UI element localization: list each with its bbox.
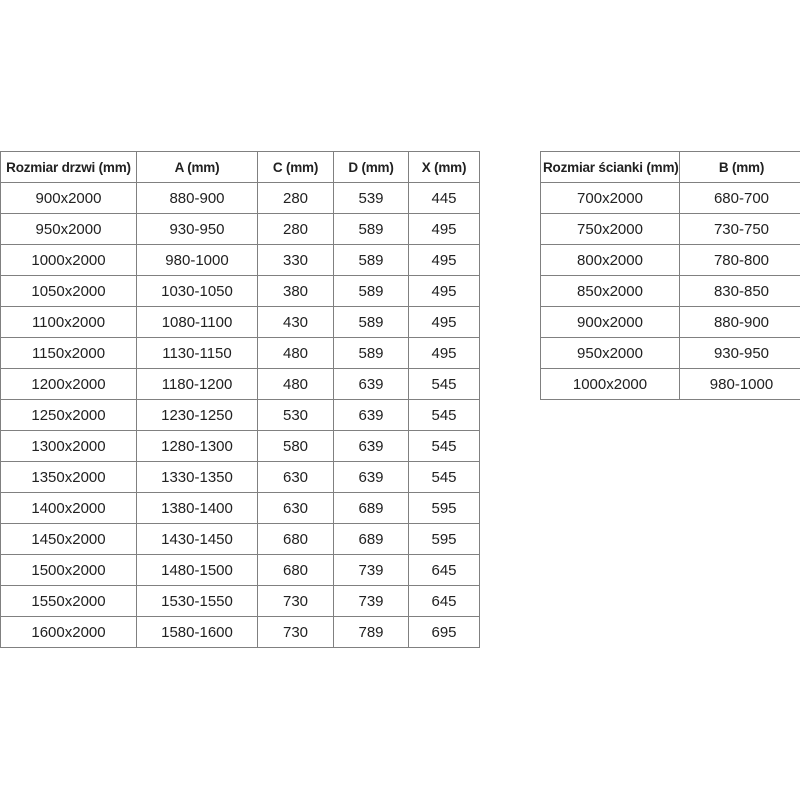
table-cell: 1350x2000 bbox=[1, 462, 137, 493]
table-row bbox=[1, 493, 480, 524]
table-cell: 589 bbox=[334, 338, 409, 369]
table-row bbox=[1, 338, 480, 369]
table-cell: 1030-1050 bbox=[137, 276, 258, 307]
table-cell: 495 bbox=[409, 307, 480, 338]
table-row bbox=[541, 245, 800, 276]
table-cell: 1450x2000 bbox=[1, 524, 137, 555]
header-row bbox=[541, 152, 800, 183]
table-cell: 900x2000 bbox=[1, 183, 137, 214]
table-cell: 750x2000 bbox=[541, 214, 680, 245]
table-row bbox=[541, 307, 800, 338]
table-cell: 1430-1450 bbox=[137, 524, 258, 555]
table-row bbox=[541, 276, 800, 307]
column-header: Rozmiar ścianki (mm) bbox=[541, 152, 680, 183]
table-cell: 830-850 bbox=[680, 276, 800, 307]
table-cell: 1200x2000 bbox=[1, 369, 137, 400]
table-cell: 589 bbox=[334, 214, 409, 245]
table-cell: 739 bbox=[334, 586, 409, 617]
walls-table bbox=[540, 151, 800, 400]
table-cell: 1580-1600 bbox=[137, 617, 258, 648]
table-row bbox=[1, 276, 480, 307]
table-cell: 1130-1150 bbox=[137, 338, 258, 369]
table-cell: 1050x2000 bbox=[1, 276, 137, 307]
table-cell: 695 bbox=[409, 617, 480, 648]
table-cell: 880-900 bbox=[137, 183, 258, 214]
table-cell: 900x2000 bbox=[541, 307, 680, 338]
doors-table bbox=[0, 151, 480, 648]
table-row bbox=[1, 183, 480, 214]
header-row bbox=[1, 152, 480, 183]
table-row bbox=[541, 338, 800, 369]
table-cell: 680 bbox=[258, 524, 334, 555]
table-cell: 280 bbox=[258, 214, 334, 245]
table-cell: 639 bbox=[334, 462, 409, 493]
table-cell: 495 bbox=[409, 276, 480, 307]
table-cell: 639 bbox=[334, 431, 409, 462]
table-cell: 1180-1200 bbox=[137, 369, 258, 400]
table-row bbox=[1, 617, 480, 648]
table-cell: 1600x2000 bbox=[1, 617, 137, 648]
table-cell: 689 bbox=[334, 493, 409, 524]
table-row bbox=[1, 400, 480, 431]
table-cell: 1480-1500 bbox=[137, 555, 258, 586]
table-row bbox=[1, 307, 480, 338]
table-cell: 280 bbox=[258, 183, 334, 214]
column-header: Rozmiar drzwi (mm) bbox=[1, 152, 137, 183]
table-cell: 1000x2000 bbox=[541, 369, 680, 400]
table-cell: 639 bbox=[334, 369, 409, 400]
table-cell: 1330-1350 bbox=[137, 462, 258, 493]
table-cell: 700x2000 bbox=[541, 183, 680, 214]
table-row bbox=[541, 214, 800, 245]
table-cell: 545 bbox=[409, 462, 480, 493]
table-cell: 730-750 bbox=[680, 214, 800, 245]
table-cell: 680-700 bbox=[680, 183, 800, 214]
table-cell: 730 bbox=[258, 617, 334, 648]
table-row bbox=[541, 183, 800, 214]
table-cell: 1150x2000 bbox=[1, 338, 137, 369]
table-cell: 950x2000 bbox=[541, 338, 680, 369]
table-cell: 495 bbox=[409, 245, 480, 276]
table-cell: 545 bbox=[409, 400, 480, 431]
table-cell: 580 bbox=[258, 431, 334, 462]
table-cell: 730 bbox=[258, 586, 334, 617]
table-cell: 630 bbox=[258, 462, 334, 493]
table-cell: 1550x2000 bbox=[1, 586, 137, 617]
table-cell: 689 bbox=[334, 524, 409, 555]
table-cell: 645 bbox=[409, 555, 480, 586]
table-cell: 589 bbox=[334, 307, 409, 338]
table-cell: 1300x2000 bbox=[1, 431, 137, 462]
table-cell: 780-800 bbox=[680, 245, 800, 276]
table-cell: 980-1000 bbox=[137, 245, 258, 276]
table-cell: 880-900 bbox=[680, 307, 800, 338]
table-cell: 1280-1300 bbox=[137, 431, 258, 462]
table-row bbox=[1, 431, 480, 462]
table-row bbox=[1, 462, 480, 493]
table-cell: 530 bbox=[258, 400, 334, 431]
table-cell: 330 bbox=[258, 245, 334, 276]
table-cell: 595 bbox=[409, 493, 480, 524]
table-cell: 430 bbox=[258, 307, 334, 338]
table-cell: 1500x2000 bbox=[1, 555, 137, 586]
table-row bbox=[1, 524, 480, 555]
column-header: B (mm) bbox=[680, 152, 800, 183]
table-cell: 800x2000 bbox=[541, 245, 680, 276]
table-cell: 1230-1250 bbox=[137, 400, 258, 431]
table-cell: 639 bbox=[334, 400, 409, 431]
table-cell: 589 bbox=[334, 276, 409, 307]
column-header: X (mm) bbox=[409, 152, 480, 183]
table-cell: 480 bbox=[258, 338, 334, 369]
table-row bbox=[1, 245, 480, 276]
table-cell: 739 bbox=[334, 555, 409, 586]
column-header: A (mm) bbox=[137, 152, 258, 183]
table-cell: 1530-1550 bbox=[137, 586, 258, 617]
table-row bbox=[541, 369, 800, 400]
column-header: D (mm) bbox=[334, 152, 409, 183]
table-cell: 539 bbox=[334, 183, 409, 214]
table-cell: 789 bbox=[334, 617, 409, 648]
table-cell: 850x2000 bbox=[541, 276, 680, 307]
table-row bbox=[1, 369, 480, 400]
table-cell: 1250x2000 bbox=[1, 400, 137, 431]
table-cell: 680 bbox=[258, 555, 334, 586]
table-cell: 380 bbox=[258, 276, 334, 307]
table-row bbox=[1, 586, 480, 617]
table-cell: 1000x2000 bbox=[1, 245, 137, 276]
table-row bbox=[1, 555, 480, 586]
table-cell: 545 bbox=[409, 369, 480, 400]
table-cell: 545 bbox=[409, 431, 480, 462]
table-cell: 980-1000 bbox=[680, 369, 800, 400]
table-cell: 930-950 bbox=[680, 338, 800, 369]
table-row bbox=[1, 214, 480, 245]
table-cell: 1080-1100 bbox=[137, 307, 258, 338]
table-cell: 495 bbox=[409, 214, 480, 245]
table-cell: 1380-1400 bbox=[137, 493, 258, 524]
table-cell: 1400x2000 bbox=[1, 493, 137, 524]
column-header: C (mm) bbox=[258, 152, 334, 183]
table-cell: 480 bbox=[258, 369, 334, 400]
table-cell: 1100x2000 bbox=[1, 307, 137, 338]
table-cell: 589 bbox=[334, 245, 409, 276]
table-cell: 950x2000 bbox=[1, 214, 137, 245]
table-cell: 630 bbox=[258, 493, 334, 524]
table-cell: 445 bbox=[409, 183, 480, 214]
table-cell: 930-950 bbox=[137, 214, 258, 245]
table-cell: 595 bbox=[409, 524, 480, 555]
table-cell: 495 bbox=[409, 338, 480, 369]
table-cell: 645 bbox=[409, 586, 480, 617]
